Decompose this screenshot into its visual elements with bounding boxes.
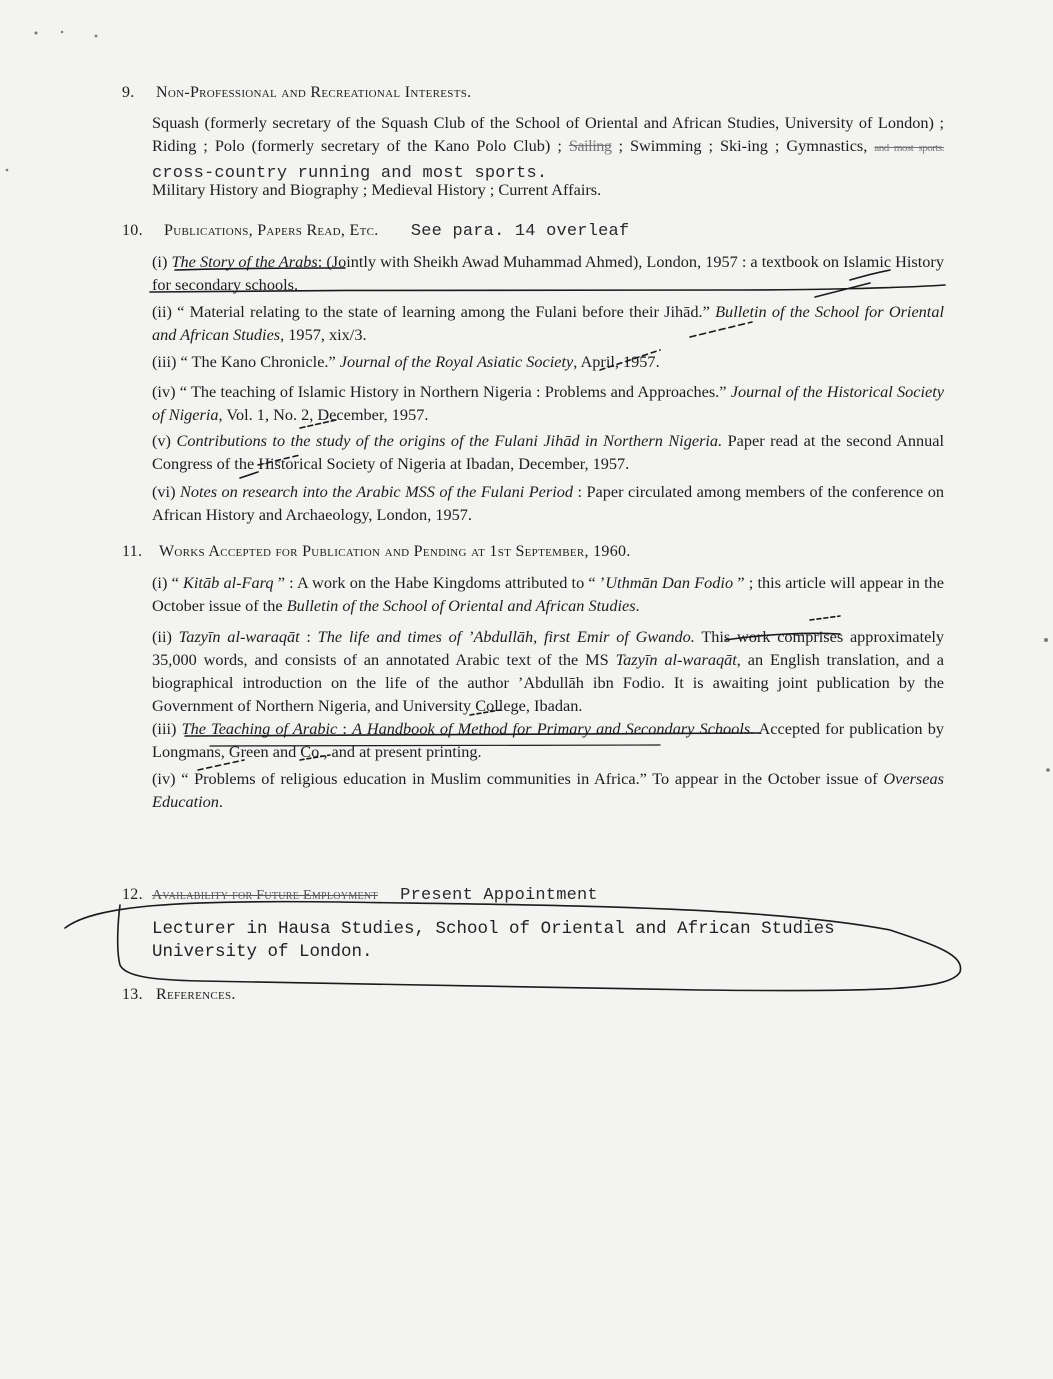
pending-item xyxy=(152,571,944,617)
item-title: The life and times of ’Abdullāh, first Emir of Gwando. xyxy=(317,627,695,646)
item-text: “ The Kano Chronicle.” xyxy=(180,352,340,371)
item-title: Journal of the Royal Asiatic Society xyxy=(339,352,574,371)
item-title: Contributions to the study of the origins of the Fulani Jihād in Northern Nigeria. xyxy=(176,431,723,450)
item-title: Tazyīn al-waraqāt xyxy=(615,650,737,669)
section-title: References. xyxy=(156,986,236,1003)
item-text: “ Material relating to the state of learning among the Fulani before their Jihād.” xyxy=(177,302,716,321)
item-tag: (i) xyxy=(152,252,168,271)
item-text: This work comprises approximately 35,000 words, and consists of an annotated Arabic text of the MS xyxy=(152,627,944,669)
pending-item xyxy=(152,767,944,813)
pub-item xyxy=(152,380,944,426)
item-tag: (iv) xyxy=(152,769,176,788)
item-title: The Teaching of Arabic xyxy=(181,719,338,738)
section-9-line2 xyxy=(152,178,944,201)
appointment-line-1: Lecturer in Hausa Studies, School of Oriental and African Studies xyxy=(152,919,835,939)
item-title: Uthmān Dan Fodio xyxy=(605,573,734,592)
item-text: : (Jointly with Sheikh Awad Muhammad Ahmed), London, 1957 : a textbook on Islamic History for secondary schools. xyxy=(152,252,944,294)
item-title: A Handbook of Method for Primary and Secondary Schools. xyxy=(352,719,755,738)
item-text: : xyxy=(337,719,353,738)
item-tag: (iii) xyxy=(152,352,177,371)
item-text: , an English translation, and a biographical introduction on the life of the author ’Abdullāh ibn Fodio. It is awaiting joint publication by the Government of Northern Nigeria, and University College, Ibadan. xyxy=(152,650,944,715)
item-text: “ The teaching of Islamic History in Northern Nigeria : Problems and Approaches.” xyxy=(179,382,731,401)
interests-text-cont: ; Swimming ; Ski-ing ; xyxy=(618,136,780,155)
section-number: 10. xyxy=(122,222,143,239)
item-text: . xyxy=(218,792,223,811)
item-title: Kitāb al-Farq xyxy=(183,573,274,592)
section-12-heading xyxy=(122,886,598,905)
section-title: Non-Professional and Recreational Interests. xyxy=(156,84,472,101)
item-text: : Paper circulated among members of the conference on African History and Archaeology, London, 1957. xyxy=(152,482,944,524)
item-tag: (iii) xyxy=(152,719,177,738)
item-tag: (v) xyxy=(152,431,171,450)
pub-item xyxy=(152,250,944,296)
pending-item xyxy=(152,717,944,763)
item-title: The Story of the Arabs xyxy=(171,252,318,271)
struck-text: and most sports. xyxy=(874,142,944,154)
section-13-heading xyxy=(122,986,236,1004)
typed-note: See para. 14 overleaf xyxy=(410,222,630,241)
item-text: Accepted for publication by Longmans, Green and Co., and at present printing. xyxy=(152,719,944,761)
item-title: Bulletin of the School for Oriental and African Studies xyxy=(152,302,944,344)
section-title: Works Accepted for Publication and Pending at 1st September, 1960. xyxy=(159,543,631,560)
item-title: Notes on research into the Arabic MSS of the Fulani Period xyxy=(179,482,574,501)
section-9-heading xyxy=(122,84,471,102)
item-text: “ xyxy=(171,573,184,592)
item-text: . xyxy=(635,596,640,615)
section-number: 13. xyxy=(122,986,143,1003)
item-text: ” : A work on the Habe Kingdoms attributed to “ ’ xyxy=(273,573,606,592)
pub-item xyxy=(152,480,944,526)
struck-word: Sailing xyxy=(568,136,612,155)
item-tag: (vi) xyxy=(152,482,176,501)
item-text: Paper read at the second Annual Congress of the Historical Society of Nigeria at Ibadan, December, 1957. xyxy=(152,431,944,473)
typed-insertion: cross-country running and most sports. xyxy=(152,164,548,183)
item-text: ” ; this article will appear in the October issue of the xyxy=(152,573,945,615)
section-number: 11. xyxy=(122,543,143,560)
appointment-line-2: University of London. xyxy=(152,942,373,962)
interests-text-2: Military History and Biography ; Medieval History ; Current Affairs. xyxy=(152,180,602,199)
section-title: Publications, Papers Read, Etc. xyxy=(164,222,379,239)
item-tag: (iv) xyxy=(152,382,176,401)
item-title: Overseas Education xyxy=(152,769,944,811)
section-number: 9. xyxy=(122,84,135,101)
item-title: Journal of the Historical Society of Nigeria xyxy=(152,382,945,424)
pub-item xyxy=(152,300,944,346)
section-10-heading xyxy=(122,222,629,241)
typed-heading: Present Appointment xyxy=(400,886,598,905)
item-text: , Vol. 1, No. 2, December, 1957. xyxy=(218,405,429,424)
pending-item xyxy=(152,625,944,717)
section-11-heading xyxy=(122,543,631,561)
item-title: Tazyīn al-waraqāt xyxy=(178,627,300,646)
item-text: : xyxy=(299,627,318,646)
item-text: , April, 1957. xyxy=(573,352,660,371)
item-tag: (ii) xyxy=(152,627,172,646)
pub-item xyxy=(152,429,944,475)
item-tag: (i) xyxy=(152,573,168,592)
section-number: 12. xyxy=(122,886,143,903)
item-title: Bulletin of the School of Oriental and African Studies xyxy=(286,596,636,615)
interests-text-gym: Gymnastics, xyxy=(786,136,868,155)
item-text: “ Problems of religious education in Muslim communities in Africa.” To appear in the October issue of xyxy=(181,769,884,788)
item-tag: (ii) xyxy=(152,302,172,321)
interests-text: Squash (formerly secretary of the Squash Club of the School of Oriental and African Studies, University of London) ; Riding ; Polo (formerly secretary of the Kano Polo Club) ; xyxy=(152,113,944,155)
struck-heading: Availability for Future Employment xyxy=(152,888,378,903)
item-text: , 1957, xix/3. xyxy=(280,325,367,344)
pub-item xyxy=(152,350,944,373)
section-9-body xyxy=(152,111,944,185)
